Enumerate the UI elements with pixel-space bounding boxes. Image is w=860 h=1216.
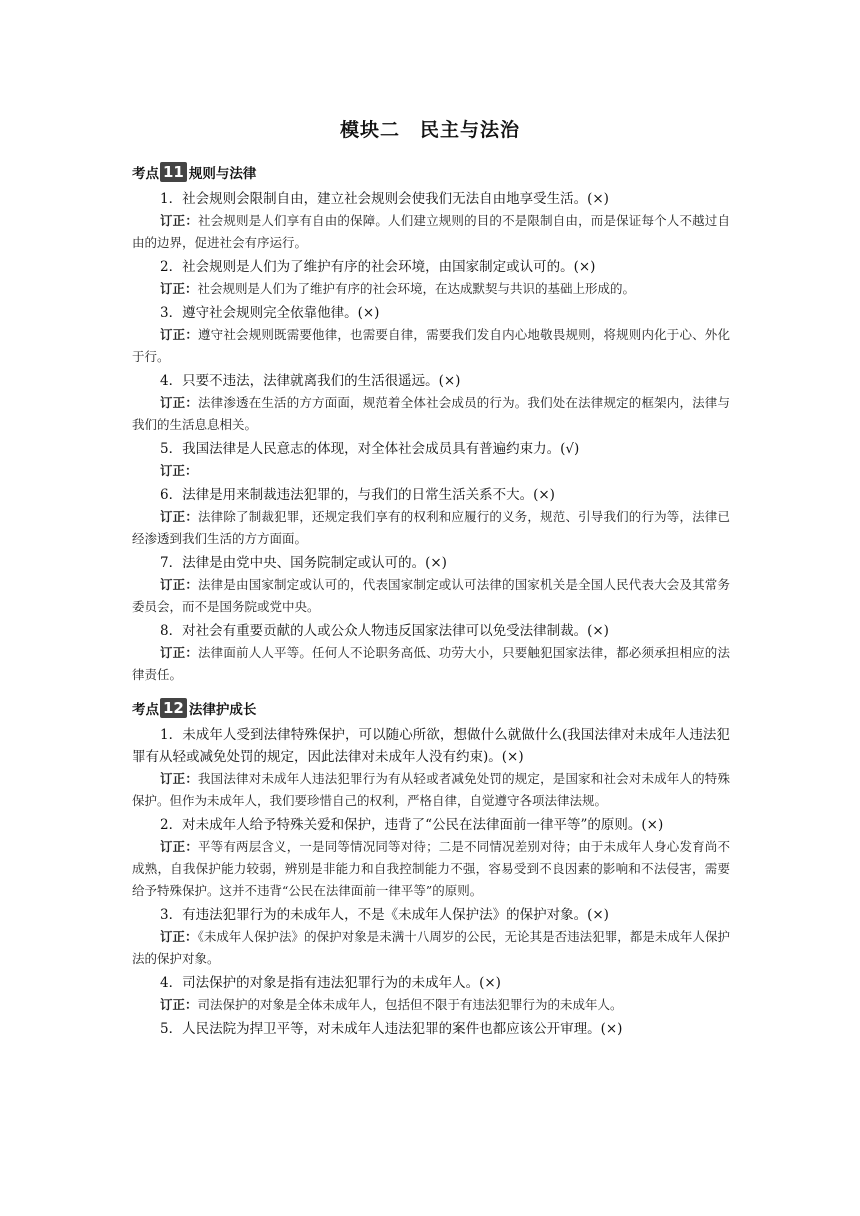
correction-text: 遵守社会规则既需要他律，也需要自律，需要我们发自内心地敬畏规则，将规则内化于心、外化于行。 [132, 327, 730, 364]
question-text: 5．人民法院为捍卫平等，对未成年人违法犯罪的案件也都应该公开审理。(×) [160, 1021, 623, 1037]
correction-text: 司法保护的对象是全体未成年人，包括但不限于有违法犯罪行为的未成年人。 [197, 997, 623, 1012]
correction-text: 法律是由国家制定或认可的，代表国家制定或认可法律的国家机关是全国人民代表大会及其常务委员会，而不是国务院或党中央。 [132, 577, 730, 614]
correction-text: 社会规则是人们为了维护有序的社会环境，在达成默契与共识的基础上形成的。 [197, 281, 636, 296]
correction-text: 法律面前人人平等。任何人不论职务高低、功劳大小，只要触犯国家法律，都必须承担相应的法律责任。 [132, 645, 730, 682]
question-item [132, 438, 730, 482]
page-title: 模块二 民主与法治 [339, 119, 520, 141]
question-item [132, 904, 730, 970]
section-title: 法律护成长 [188, 702, 257, 718]
section-prefix: 考点 [132, 166, 159, 182]
correction-label: 订正： [160, 327, 199, 342]
correction [132, 506, 730, 550]
question-item [132, 370, 730, 436]
question-item [132, 620, 730, 686]
correction-label: 订正： [160, 577, 199, 592]
question-text: 3．遵守社会规则完全依靠他律。(×) [160, 305, 380, 321]
correction [132, 392, 730, 436]
question-text: 2．社会规则是人们为了维护有序的社会环境，由国家制定或认可的。(×) [160, 259, 596, 275]
question-item [132, 724, 730, 812]
question-text: 2．对未成年人给予特殊关爱和保护，违背了“公民在法律面前一律平等”的原则。(×) [160, 817, 664, 833]
section-prefix: 考点 [132, 702, 159, 718]
correction-label: 订正： [160, 997, 198, 1012]
correction-label: 订正： [160, 281, 198, 296]
question-item [132, 302, 730, 368]
correction-label: 订正： [160, 509, 199, 524]
correction [132, 574, 730, 618]
correction-text: 法律渗透在生活的方方面面，规范着全体社会成员的行为。我们处在法律规定的框架内，法律与我们的生活息息相关。 [132, 395, 730, 432]
content-body [132, 158, 730, 1040]
section-heading [132, 158, 730, 186]
question-text: 1．未成年人受到法律特殊保护，可以随心所欲，想做什么就做什么(我国法律对未成年人违法犯罪有从轻或减免处罚的规定，因此法律对未成年人没有约束)。(×) [132, 727, 730, 765]
correction-label: 订正： [160, 839, 199, 854]
correction-label: 订正： [160, 929, 198, 944]
correction [132, 768, 730, 812]
question-text: 7．法律是由党中央、国务院制定或认可的。(×) [160, 555, 447, 571]
correction [132, 836, 730, 902]
section-number-badge: 12 [160, 698, 187, 718]
correction-text: 法律除了制裁犯罪，还规定我们享有的权利和应履行的义务，规范、引导我们的行为等，法律已经渗透到我们生活的方方面面。 [132, 509, 730, 546]
question-text: 5．我国法律是人民意志的体现，对全体社会成员具有普遍约束力。(√) [160, 441, 580, 457]
correction-text: 《未成年人保护法》的保护对象是未满十八周岁的公民，无论其是否违法犯罪，都是未成年人保护法的保护对象。 [132, 929, 730, 966]
correction-label: 订正： [160, 645, 199, 660]
question-text: 3．有违法犯罪行为的未成年人，不是《未成年人保护法》的保护对象。(×) [160, 907, 609, 923]
question-item [132, 188, 730, 254]
question-text: 1．社会规则会限制自由，建立社会规则会使我们无法自由地享受生活。(×) [160, 191, 609, 207]
question-item [132, 552, 730, 618]
correction [132, 994, 730, 1016]
correction-label: 订正： [160, 771, 199, 786]
question-item [132, 484, 730, 550]
question-item [132, 814, 730, 902]
correction [132, 926, 730, 970]
correction-label: 订正： [160, 395, 199, 410]
question-item [132, 1018, 730, 1040]
correction [132, 210, 730, 254]
question-text: 8．对社会有重要贡献的人或公众人物违反国家法律可以免受法律制裁。(×) [160, 623, 609, 639]
section-number-badge: 11 [160, 162, 187, 182]
section-heading [132, 694, 730, 722]
question-item [132, 256, 730, 300]
correction [132, 324, 730, 368]
correction [132, 460, 730, 482]
section-title: 规则与法律 [188, 166, 257, 182]
question-text: 4．只要不违法，法律就离我们的生活很遥远。(×) [160, 373, 461, 389]
correction-text: 我国法律对未成年人违法犯罪行为有从轻或者减免处罚的规定，是国家和社会对未成年人的特殊保护。但作为未成年人，我们要珍惜自己的权利，严格自律，自觉遵守各项法律法规。 [132, 771, 730, 808]
correction [132, 642, 730, 686]
correction-text: 平等有两层含义，一是同等情况同等对待；二是不同情况差别对待；由于未成年人身心发育尚不成熟，自我保护能力较弱，辨别是非能力和自我控制能力不强，容易受到不良因素的影响和不法侵害，需要给予特殊保护。这并不违背“公民在法律面前一律平等”的原则。 [132, 839, 730, 898]
correction-text: 社会规则是人们享有自由的保障。人们建立规则的目的不是限制自由，而是保证每个人不越过自由的边界，促进社会有序运行。 [132, 213, 730, 250]
question-text: 6．法律是用来制裁违法犯罪的，与我们的日常生活关系不大。(×) [160, 487, 555, 503]
correction-label: 订正： [160, 463, 198, 478]
question-item [132, 972, 730, 1016]
correction [132, 278, 730, 300]
question-text: 4．司法保护的对象是指有违法犯罪行为的未成年人。(×) [160, 975, 501, 991]
correction-label: 订正： [160, 213, 199, 228]
